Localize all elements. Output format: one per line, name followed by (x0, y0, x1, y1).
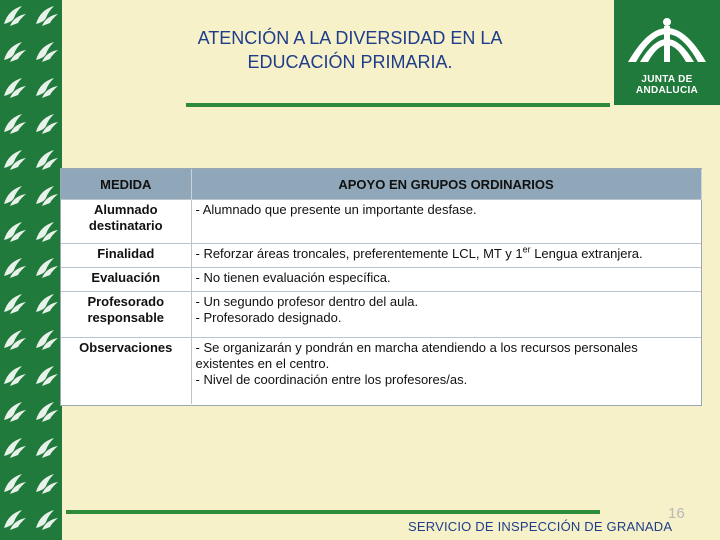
decorative-left-band (0, 0, 62, 540)
row-content-alumnado (191, 200, 701, 244)
table-header-support: APOYO EN GRUPOS ORDINARIOS (191, 169, 701, 200)
row-label-profesorado: Profesorado responsable (61, 292, 191, 338)
row-label-alumnado: Alumnado destinatario (61, 200, 191, 244)
row-content-finalidad (191, 244, 701, 268)
content-line-sup: er (522, 244, 531, 255)
row-content-evaluacion (191, 268, 701, 292)
logo-text: JUNTA DE ANDALUCIA (635, 74, 699, 96)
row-content-profesorado (191, 292, 701, 338)
content-line: - Se organizarán y pondrán en marcha atendiendo a los recursos personales existentes en el centro. (195, 340, 638, 371)
page-number: 16 (668, 505, 685, 522)
content-line-num: 1 (515, 246, 523, 261)
content-line: - No tienen evaluación específica. (195, 270, 391, 285)
content-line: - Un segundo profesor dentro del aula. (195, 294, 419, 309)
footer-text: SERVICIO DE INSPECCIÓN DE GRANADA (408, 519, 673, 534)
row-label-evaluacion: Evaluación (61, 268, 191, 292)
measures-table-panel (60, 168, 702, 406)
content-line-post: Lengua extranjera. (530, 246, 643, 261)
junta-de-andalucia-logo-icon (614, 0, 720, 72)
content-line: - Alumnado que presente un importante desfase. (195, 202, 477, 217)
row-label-observaciones: Observaciones (61, 338, 191, 404)
table-row (61, 244, 701, 268)
measures-table (61, 169, 702, 404)
row-content-observaciones (191, 338, 701, 404)
content-line-pre: - Reforzar áreas troncales, preferentemente LCL, MT y (195, 246, 516, 261)
slide-title-line-2: EDUCACIÓN PRIMARIA. (247, 52, 453, 72)
title-divider (186, 103, 610, 107)
row-label-finalidad: Finalidad (61, 244, 191, 268)
junta-de-andalucia-logo (614, 0, 720, 105)
table-header-row (61, 169, 701, 200)
slide-title-line-1: ATENCIÓN A LA DIVERSIDAD EN LA (197, 28, 503, 48)
table-header-measure: MEDIDA (61, 169, 191, 200)
slide-title (130, 26, 570, 74)
leaf-pattern-icon (0, 0, 62, 540)
table-row (61, 268, 701, 292)
content-line: - Nivel de coordinación entre los profesores/as. (195, 372, 468, 387)
table-row (61, 200, 701, 244)
table-row (61, 338, 701, 404)
table-row (61, 292, 701, 338)
footer-divider (66, 510, 600, 514)
content-line: - Profesorado designado. (195, 310, 342, 325)
